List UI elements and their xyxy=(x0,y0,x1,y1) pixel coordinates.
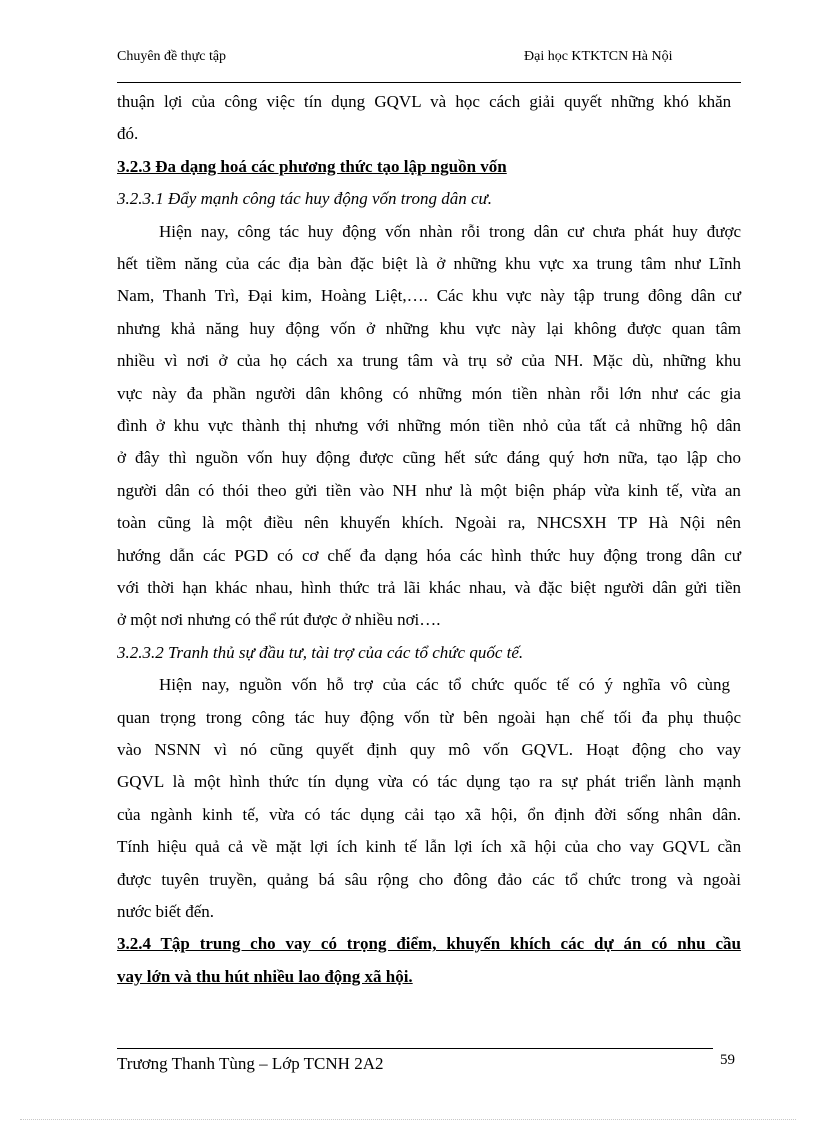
text-line: vào NSNN vì nó cũng quyết định quy mô vốn GQVL. Hoạt động cho vay xyxy=(117,740,741,759)
text-line: Hiện nay, nguồn vốn hỗ trợ của các tổ chức quốc tế có ý nghĩa vô cùng xyxy=(159,675,731,695)
text-line: thuận lợi của công việc tín dụng GQVL và học cách giải quyết những khó khăn xyxy=(117,92,732,111)
section-heading: 3.2.3 Đa dạng hoá các phương thức tạo lập nguồn vốn xyxy=(117,156,507,176)
text-line: ở đây thì nguồn vốn huy động được cũng hết sức đáng quý hơn nữa, tạo lập cho xyxy=(117,448,742,468)
page-number: 59 xyxy=(720,1052,735,1068)
text-line: GQVL là một hình thức tín dụng vừa có tác dụng tạo ra sự phát triển lành mạnh xyxy=(117,772,742,792)
text-line: Tính hiệu quả cả về mặt lợi ích kinh tế lẫn lợi ích xã hội của cho vay GQVL cần xyxy=(117,837,742,857)
text-line: với thời hạn khác nhau, hình thức trả lãi khác nhau, và đặc biệt người dân gửi tiền xyxy=(117,578,742,597)
header-doc-title: Chuyên đề thực tập xyxy=(117,49,227,64)
text-line: quan trọng trong công tác huy động vốn từ bên ngoài hạn chế tối đa phụ thuộc xyxy=(117,707,742,727)
text-line: hướng dẫn các PGD có cơ chế đa dạng hóa các hình thức huy động trong dân cư xyxy=(117,545,742,565)
header-divider xyxy=(117,82,741,83)
footer-divider xyxy=(117,1048,713,1049)
text-line: hết tiềm năng của các địa bàn đặc biệt là ở những khu vực xa trung tâm như Lĩnh xyxy=(117,254,741,273)
section-heading: vay lớn và thu hút nhiều lao động xã hội. xyxy=(117,966,413,986)
page-edge xyxy=(20,1119,796,1120)
text-line: người dân có thói theo gửi tiền vào NH như là một biện pháp vừa kinh tế, vừa an xyxy=(117,480,741,500)
text-line: Hiện nay, công tác huy động vốn nhàn rỗi trong dân cư chưa phát huy được xyxy=(159,221,741,241)
text-line: nước biết đến. xyxy=(117,902,215,921)
section-heading: 3.2.4 Tập trung cho vay có trọng điểm, khuyến khích các dự án có nhu cầu xyxy=(117,934,741,954)
header-university: Đại học KTKTCN Hà Nội xyxy=(524,49,673,64)
text-line: được tuyên truyền, quảng bá sâu rộng cho đông đảo các tổ chức trong và ngoài xyxy=(117,869,741,889)
text-line: vực này đa phần người dân không có những món tiền nhàn rỗi lớn như các gia xyxy=(117,383,741,403)
subsection-heading: 3.2.3.2 Tranh thủ sự đầu tư, tài trợ của các tổ chức quốc tế. xyxy=(117,642,524,662)
text-line: nhưng khả năng huy động vốn ở những khu vực này lại không được quan tâm xyxy=(117,318,741,338)
text-line: nhiều vì nơi ở của họ cách xa trung tâm và trụ sở của NH. Mặc dù, những khu xyxy=(117,351,742,371)
text-line: đó. xyxy=(117,124,139,144)
text-line: toàn cũng là một điều nên khuyến khích. Ngoài ra, NHCSXH TP Hà Nội nên xyxy=(117,513,742,533)
subsection-heading: 3.2.3.1 Đẩy mạnh công tác huy động vốn trong dân cư. xyxy=(117,189,493,209)
text-line: ở một nơi nhưng có thể rút được ở nhiều nơi…. xyxy=(117,610,441,630)
text-line: của ngành kinh tế, vừa có tác dụng cải tạo xã hội, ổn định đời sống nhân dân. xyxy=(117,804,742,824)
text-line: đình ở khu vực thành thị nhưng với những món tiền nhỏ của tất cả những hộ dân xyxy=(117,416,742,435)
text-line: Nam, Thanh Trì, Đại kim, Hoàng Liệt,…. Các khu vực này tập trung đông dân cư xyxy=(117,286,741,306)
footer-author: Trương Thanh Tùng – Lớp TCNH 2A2 xyxy=(117,1054,384,1073)
